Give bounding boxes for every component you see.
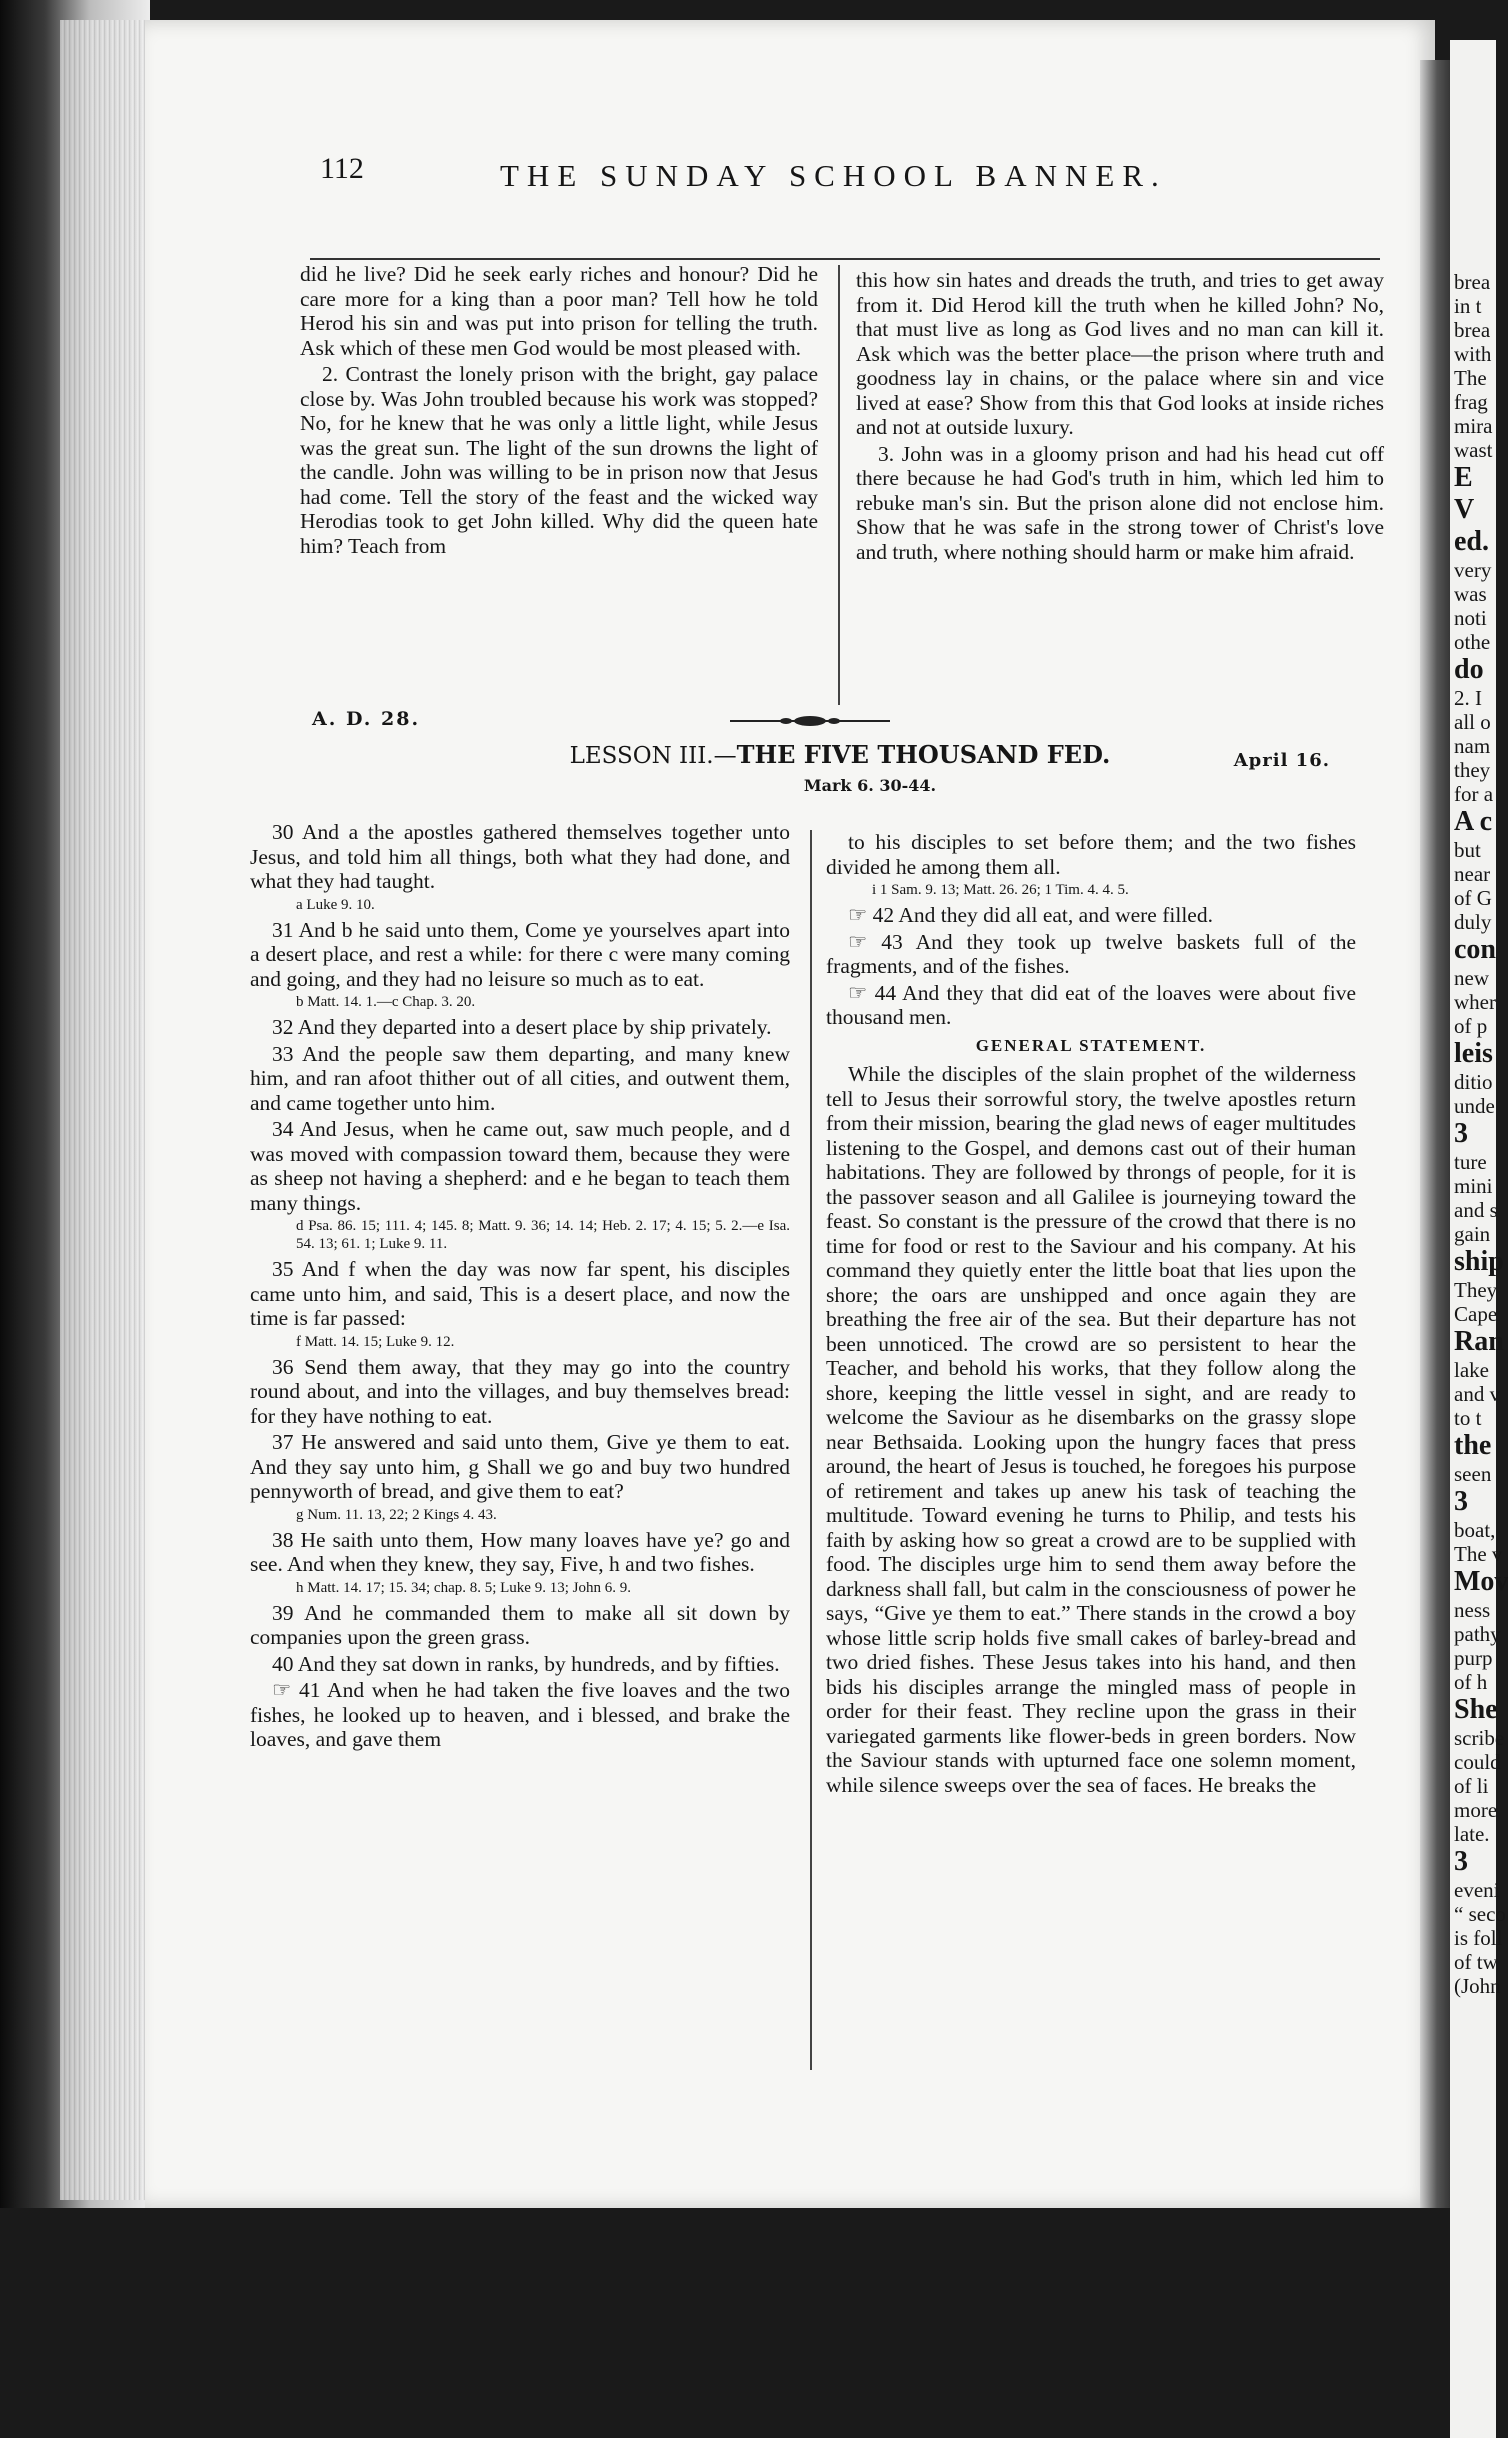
next-page-text-fragment: “ seco	[1454, 1902, 1506, 1926]
next-page-text-fragment: They	[1454, 1278, 1498, 1302]
next-page-text-fragment: new	[1454, 966, 1489, 990]
bible-verse: 38 He saith unto them, How many loaves have ye? go and see. And when they knew, they say, Five, h and two fishes.	[250, 1527, 790, 1576]
cross-reference: a Luke 9. 10.	[296, 896, 375, 913]
next-page-text-fragment: Mov	[1454, 1566, 1508, 1597]
paragraph: this how sin hates and dreads the truth, and tries to get away from it. Did Herod kill the truth when he killed John? No, that must live as long as God lives and no man can kill it. Ask which was the better place—the prison where truth and goodness lay in chains, or the palace where sin and vice lived at ease? Show from this that God looks at inside riches and not at outside luxury.	[856, 268, 1384, 439]
cross-reference: g Num. 11. 13, 22; 2 Kings 4. 43.	[296, 1506, 497, 1523]
next-page-text-fragment: of p	[1454, 1014, 1488, 1038]
next-page-text-fragment: leis	[1454, 1038, 1493, 1069]
header-rule	[310, 258, 1380, 260]
bible-verse: 39 And he commanded them to make all sit down by companies upon the green grass.	[250, 1600, 790, 1649]
page-header	[320, 150, 1220, 210]
next-page-text-fragment: Cape	[1454, 1302, 1498, 1326]
next-page-text-fragment: of G	[1454, 886, 1492, 910]
verses-right-column	[826, 830, 1356, 1799]
verses-right-list	[826, 830, 1356, 1030]
lesson-header	[310, 708, 1340, 798]
page-number: 112	[320, 152, 364, 185]
next-page-text-fragment: brea	[1454, 270, 1491, 294]
next-page-text-fragment: wast	[1454, 438, 1493, 462]
next-page-text-fragment: they	[1454, 758, 1491, 782]
column-divider	[838, 265, 840, 705]
next-page-text-fragment: of tw	[1454, 1950, 1498, 1974]
next-page-text-fragment: purp	[1454, 1646, 1493, 1670]
next-page-text-fragment: gain	[1454, 1222, 1491, 1246]
bible-verse: 37 He answered and said unto them, Give ye them to eat. And they say unto him, g Shall we go and buy two hundred pennyworth of bread, and give them to eat?	[250, 1430, 790, 1503]
next-page-text-fragment: 2. I	[1454, 686, 1482, 710]
next-page-text-fragment: ture	[1454, 1150, 1487, 1174]
next-page-text-fragment: for a	[1454, 782, 1494, 806]
cross-reference: i 1 Sam. 9. 13; Matt. 26. 26; 1 Tim. 4. 4. 5.	[872, 882, 1129, 898]
lesson-date: April 16.	[1233, 750, 1330, 771]
next-page-text-fragment: mini	[1454, 1174, 1493, 1198]
next-page-text-fragment: to t	[1454, 1406, 1482, 1430]
bible-verse: 31 And b he said unto them, Come ye yourselves apart into a desert place, and rest a while: for there c were many coming and going, and they had no leisure so much as to eat.	[250, 917, 790, 991]
next-page-text-fragment: very	[1454, 558, 1492, 582]
cross-reference: h Matt. 14. 17; 15. 34; chap. 8. 5; Luke 9. 13; John 6. 9.	[296, 1579, 631, 1596]
lesson-label: LESSON III.—	[569, 743, 737, 769]
next-page-text-fragment: but	[1454, 838, 1481, 862]
next-page-text-fragment: boat,	[1454, 1518, 1496, 1542]
next-page-text-fragment: ditio	[1454, 1070, 1493, 1094]
next-page-text-fragment: mira	[1454, 414, 1493, 438]
verses-left-column	[250, 820, 790, 1754]
next-page-fragment	[1450, 40, 1508, 2438]
next-page-text-fragment: 3	[1454, 1846, 1468, 1877]
next-page-text-fragment: was	[1454, 582, 1487, 606]
lesson-title	[540, 740, 1140, 769]
next-page-text-fragment: 3	[1454, 1118, 1468, 1149]
next-page-text-fragment: ness	[1454, 1598, 1491, 1622]
next-page-text-fragment: with	[1454, 342, 1492, 366]
next-page-text-fragment: othe	[1454, 630, 1491, 654]
lesson-name: THE FIVE THOUSAND FED.	[736, 740, 1111, 769]
lesson-year: A. D. 28.	[312, 708, 421, 730]
next-page-text-fragment: (John	[1454, 1974, 1501, 1998]
bible-verse: 35 And f when the day was now far spent, his disciples came unto him, and said, This is a desert place, and now the time is far passed:	[250, 1257, 790, 1330]
next-page-text-fragment: late.	[1454, 1822, 1490, 1846]
next-page-text-fragment: near	[1454, 862, 1491, 886]
next-page-text-fragment: A c	[1454, 806, 1493, 837]
column-divider	[810, 830, 812, 2070]
bible-verse: to his disciples to set before them; and the two fishes divided he among them all.	[826, 830, 1356, 879]
bible-verse: ☞ 42 And they did all eat, and were filled.	[848, 903, 1213, 927]
cross-reference: d Psa. 86. 15; 111. 4; 145. 8; Matt. 9. 36; 14. 14; Heb. 2. 17; 4. 15; 5. 2.—e Isa. 54. 13; 61. 1; Luke 9. 11.	[296, 1218, 790, 1252]
ornament-divider	[730, 714, 890, 728]
next-page-text-fragment: of li	[1454, 1774, 1489, 1798]
next-page-text-fragment: the	[1454, 1430, 1492, 1461]
next-page-text-fragment: more	[1454, 1798, 1498, 1822]
next-page-text-fragment: wher	[1454, 990, 1496, 1014]
next-page-text-fragment: frag	[1454, 390, 1488, 414]
next-page-text-fragment: and s	[1454, 1198, 1498, 1222]
lesson-scripture-reference: Mark 6. 30-44.	[803, 776, 937, 795]
bible-verse: ☞ 44 And they that did eat of the loaves were about five thousand men.	[826, 980, 1356, 1029]
next-page-text-fragment: could	[1454, 1750, 1501, 1774]
next-page-text-fragment: is foll	[1454, 1926, 1503, 1950]
next-page-text-fragment: She	[1454, 1694, 1498, 1725]
next-page-text-fragment: nam	[1454, 734, 1491, 758]
general-statement-text: While the disciples of the slain prophet of the wilderness tell to Jesus their sorrowful story, the twelve apostles return from their mission, bearing the glad news of eager multitudes listening to the Gospel, and demons cast out of their human habitations. They are followed by throngs of people, for it is the passover season and all Galilee is journeying toward the feast. So constant is the pressure of the crowd that there is no time for food or rest to the Saviour and his company. At his command they quietly enter the little boat that lies upon the shore; the oars are unshipped and once again they are breathing the free air of the sea. But their departure has not been unnoticed. The crowd are so persistent to hear the Teacher, and behold his works, that they follow along the shore, keeping the little vessel in sight, and are ready to welcome the Saviour as he disembarks on the grassy slope near Bethsaida. Looking upon the hungry faces that press around, the heart of Jesus is touched, he foregoes his purpose of retirement and takes up anew his task of teaching the multitude. Toward evening he turns to Philip, and tests his faith by asking how so great a crowd are to be supplied with food. The disciples urge him to send them away before the darkness shall fall, but calm in the consciousness of power he says, “Give ye them to eat.” There stands in the crowd a boy whose little scrip holds five small cakes of barley-bread and two dried fishes. These Jesus takes into his hand, and then bids his disciples arrange the mingled mass of people in order for their feast. They recline upon the grass in their variegated garments like flower-beds in green borders. Now the Saviour stands with upturned face one solemn moment, while silence sweeps over the sea of faces. He breaks the	[826, 1062, 1356, 1797]
next-page-text-fragment: unde	[1454, 1094, 1495, 1118]
next-page-text-fragment: noti	[1454, 606, 1487, 630]
next-page-text-fragment: Ran	[1454, 1326, 1504, 1357]
bible-verse: 34 And Jesus, when he came out, saw much people, and d was moved with compassion toward them, because they were as sheep not having a shepherd: and e he began to teach them many things.	[250, 1117, 790, 1215]
next-page-text-fragment: pathy	[1454, 1622, 1501, 1646]
bible-verse: 30 And a the apostles gathered themselves together unto Jesus, and told him all things, both what they had done, and what they had taught.	[250, 820, 790, 893]
bible-verse: 40 And they sat down in ranks, by hundreds, and by fifties.	[272, 1651, 780, 1676]
general-statement-heading: GENERAL STATEMENT.	[975, 1035, 1207, 1055]
bible-verse: ☞ 41 And when he had taken the five loaves and the two fishes, he looked up to heaven, and i blessed, and brake the loaves, and gave them	[250, 1678, 790, 1751]
top-right-column	[856, 268, 1384, 566]
next-page-text-fragment: lake	[1454, 1358, 1489, 1382]
next-page-text-fragment: and v	[1454, 1382, 1501, 1406]
next-page-text-fragment: do	[1454, 654, 1484, 685]
top-left-column	[300, 262, 818, 560]
next-page-text-fragment: The v	[1454, 1542, 1503, 1566]
cross-reference: f Matt. 14. 15; Luke 9. 12.	[296, 1333, 455, 1350]
next-page-text-fragment: ship	[1454, 1246, 1504, 1277]
next-page-text-fragment: The	[1454, 366, 1487, 390]
next-page-text-fragment: all o	[1454, 710, 1491, 734]
next-page-text-fragment: 3	[1454, 1486, 1468, 1517]
paragraph: did he live? Did he seek early riches and honour? Did he care more for a king than a poor man? Tell how he told Herod his sin and was put into prison for telling the truth. Ask which of these men God would be most pleased with.	[300, 262, 818, 360]
next-page-text-fragment: duly	[1454, 910, 1492, 934]
next-page-text-fragment: seen	[1454, 1462, 1492, 1486]
next-page-text-fragment: eveni	[1454, 1878, 1500, 1902]
bible-verse: ☞ 43 And they took up twelve baskets full of the fragments, and of the fishes.	[826, 929, 1356, 978]
paragraph: 3. John was in a gloomy prison and had his head cut off there because he had God's truth in him, which led him to rebuke man's sin. But the prison alone did not enclose him. Show that he was safe in the strong tower of Christ's love and truth, where nothing should harm or make him afraid.	[856, 441, 1384, 564]
running-title: THE SUNDAY SCHOOL BANNER.	[500, 158, 1167, 193]
paragraph: 2. Contrast the lonely prison with the bright, gay palace close by. Was John troubled because his work was stopped? No, for he knew that he was only a little light, while Jesus was the great sun. The light of the sun drowns the light of the candle. John was willing to be in prison now that Jesus had come. Tell the story of the feast and the wicked way Herodias took to get John killed. Why did the queen hate him? Teach from	[300, 362, 818, 558]
bible-verse: 32 And they departed into a desert place by ship privately.	[272, 1015, 772, 1039]
next-page-text-fragment: ed.	[1454, 526, 1489, 557]
next-page-text-fragment: con	[1454, 934, 1496, 965]
next-page-text-fragment: V	[1454, 494, 1475, 525]
next-page-text-fragment: scribe	[1454, 1726, 1505, 1750]
cross-reference: b Matt. 14. 1.—c Chap. 3. 20.	[296, 994, 476, 1010]
next-page-text-fragment: of h	[1454, 1670, 1488, 1694]
bible-verse: 33 And the people saw them departing, and many knew him, and ran afoot thither out of all cities, and outwent them, and came together unto him.	[250, 1041, 790, 1115]
next-page-text-fragment: brea	[1454, 318, 1491, 342]
next-page-text-fragment: in t	[1454, 294, 1482, 318]
next-page-text-fragment: E	[1454, 462, 1473, 493]
bible-verse: 36 Send them away, that they may go into the country round about, and into the villages, and buy themselves bread: for they have nothing to eat.	[250, 1354, 790, 1428]
